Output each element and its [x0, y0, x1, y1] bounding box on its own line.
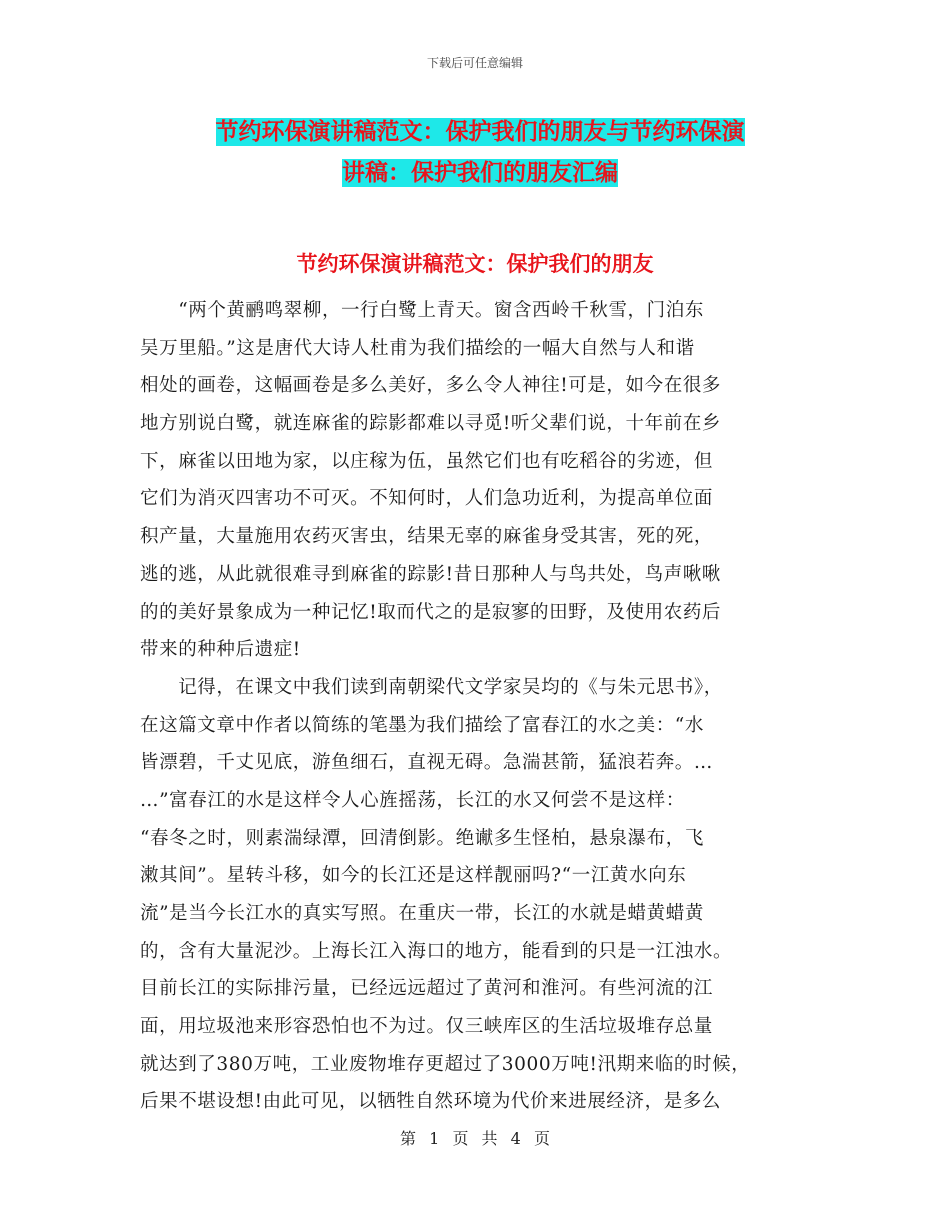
text-line: 流”是当今长江水的真实写照。在重庆一带，长江的水就是蜡黄蜡黄	[140, 903, 704, 924]
text-line: 后果不堪设想!由此可见，以牺牲自然环境为代价来进展经济，是多么	[140, 1091, 722, 1113]
footer-prefix: 第	[400, 1129, 417, 1148]
text-line: 目前长江的实际排污量，已经远远超过了黄河和淮河。有些河流的江	[140, 978, 714, 1000]
text-line: 下，麻雀以田地为家，以庄稼为伍，虽然它们也有吃稻谷的劣迹，但	[140, 450, 714, 472]
body-text	[140, 292, 830, 1121]
text-line: 积产量，大量施用农药灭害虫，结果无辜的麻雀身受其害，死的死，	[140, 526, 714, 548]
text-line: 的的美好景象成为一种记忆!取而代之的是寂寥的田野，及使用农药后	[140, 601, 722, 623]
text-line: “两个黄鹂鸣翠柳，一行白鹭上青天。窗含西岭千秋雪，门泊东	[140, 300, 704, 321]
page-footer	[0, 1126, 950, 1149]
text-line: 记得，在课文中我们读到南朝梁代文学家吴均的《与朱元思书》，	[140, 676, 723, 698]
footer-mid: 页	[452, 1129, 469, 1148]
text-line: 就达到了380万吨，工业废物堆存更超过了3000万吨!汛期来临的时候，	[140, 1053, 751, 1075]
text-line: 相处的画卷，这幅画卷是多么美好，多么令人神往!可是，如今在很多	[140, 375, 722, 397]
page-number: 1	[429, 1129, 440, 1148]
section-title: 节约环保演讲稿范文：保护我们的朋友	[296, 252, 654, 276]
document-title	[140, 112, 820, 194]
text-line: 的，含有大量泥沙。上海长江入海口的地方，能看到的只是一江浊水。	[140, 940, 733, 962]
text-line: 面，用垃圾池来形容恐怕也不为过。仅三峡库区的生活垃圾堆存总量	[140, 1016, 714, 1038]
text-line: 在这篇文章中作者以简练的笔墨为我们描绘了富春江的水之美：“水	[140, 714, 704, 736]
title-line-2: 讲稿：保护我们的朋友汇编	[342, 160, 618, 186]
text-line: 逃的逃，从此就很难寻到麻雀的踪影!昔日那种人与鸟共处，鸟声啾啾	[140, 563, 722, 585]
text-line: …”富春江的水是这样令人心旌摇荡，长江的水又何尝不是这样：	[140, 789, 685, 811]
text-line: 带来的种种后遗症!	[140, 639, 301, 661]
text-line: “春冬之时，则素湍绿潭，回清倒影。绝谳多生怪柏，悬泉瀑布，飞	[140, 827, 704, 849]
footer-suffix: 页	[533, 1129, 550, 1148]
text-line: 吴万里船。”这是唐代大诗人杜甫为我们描绘的一幅大自然与人和谐	[140, 337, 695, 359]
text-line: 地方别说白鹭，就连麻雀的踪影都难以寻觅!听父辈们说，十年前在乡	[140, 413, 722, 435]
header-note: 下载后可任意编辑	[426, 56, 523, 70]
title-line-1: 节约环保演讲稿范文：保护我们的朋友与节约环保演	[215, 119, 745, 145]
text-line: 潄其间”。星转斗移，如今的长江还是这样靓丽吗?“一江黄水向东	[140, 865, 687, 887]
text-line: 皆漂碧，千丈见底，游鱼细石，直视无碍。急湍甚箭，猛浪若奔。…	[140, 752, 714, 774]
text-line: 它们为消灭四害功不可灭。不知何时，人们急功近利，为提高单位面	[140, 488, 714, 510]
total-pages: 4	[510, 1129, 521, 1148]
footer-total-prefix: 共	[481, 1129, 498, 1148]
